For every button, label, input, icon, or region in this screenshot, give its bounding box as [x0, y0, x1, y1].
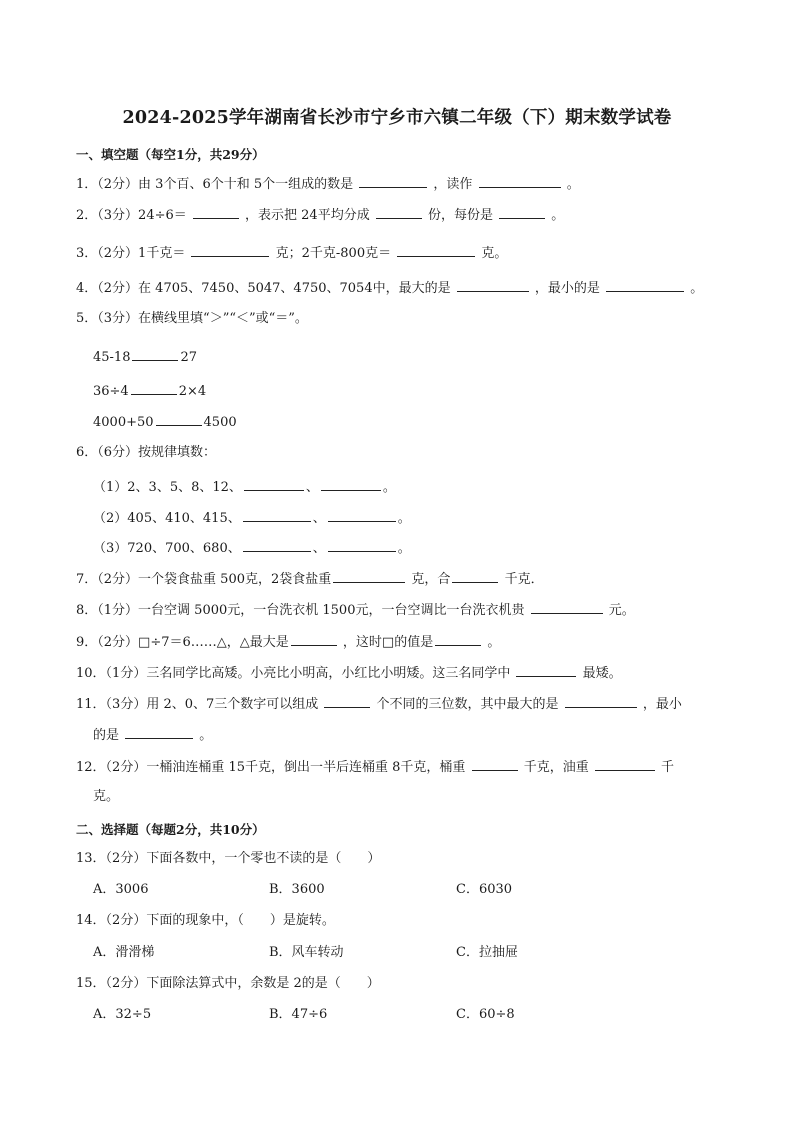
option-a[interactable]: A．滑滑梯	[93, 945, 155, 960]
separator: 、	[305, 480, 319, 495]
question-text: 1．（2分）由 3个百、6个十和 5个一组成的数是	[76, 177, 354, 192]
answer-blank[interactable]	[328, 508, 396, 522]
answer-blank[interactable]	[125, 725, 193, 739]
question-text: 4．（2分）在 4705、7450、5047、4750、7054中，最大的是	[76, 281, 451, 296]
answer-blank[interactable]	[321, 477, 381, 491]
answer-blank[interactable]	[479, 174, 561, 188]
answer-blank[interactable]	[243, 538, 311, 552]
answer-blank[interactable]	[595, 757, 655, 771]
question-text: 千克．	[504, 572, 544, 587]
sequence-text: （2）405、410、415、	[93, 511, 241, 526]
question-text: 。	[487, 635, 501, 650]
question-text: 。	[199, 728, 213, 743]
question-9	[76, 632, 500, 652]
answer-blank[interactable]	[333, 569, 405, 583]
question-text: 克。	[481, 246, 508, 261]
answer-blank[interactable]	[516, 663, 576, 677]
expression: 27	[180, 350, 198, 365]
expression: 36÷4	[93, 384, 129, 399]
pattern-row	[93, 538, 411, 558]
answer-blank[interactable]	[457, 278, 529, 292]
question-text: 。	[551, 208, 565, 223]
question-15: 15．（2分）下面除法算式中，余数是 2的是（ ）	[76, 976, 380, 991]
question-text: 千	[660, 760, 674, 775]
answer-blank[interactable]	[359, 174, 427, 188]
answer-blank[interactable]	[328, 538, 396, 552]
answer-blank[interactable]	[291, 632, 337, 646]
answer-blank[interactable]	[565, 694, 637, 708]
option-b[interactable]: B．47÷6	[269, 1007, 328, 1022]
compare-row	[93, 347, 197, 367]
answer-blank[interactable]	[397, 243, 475, 257]
sequence-text: （1）2、3、5、8、12、	[93, 480, 242, 495]
section-heading-multiple-choice: 二、选择题（每题2分，共10分）	[76, 822, 265, 837]
question-text: 9．（2分）□÷7＝6……△，△最大是	[76, 635, 289, 650]
sequence-end: 。	[382, 480, 396, 495]
question-text: 。	[690, 281, 704, 296]
question-text: 最矮。	[582, 666, 622, 681]
question-14: 14．（2分）下面的现象中，（ ）是旋转。	[76, 913, 335, 928]
question-12-cont: 克。	[93, 789, 120, 804]
question-text: ，表示把 24平均分成	[245, 208, 370, 223]
option-c[interactable]: C．6030	[456, 882, 513, 897]
answer-blank[interactable]	[435, 632, 481, 646]
expression: 45-18	[93, 350, 131, 365]
option-c[interactable]: C．60÷8	[456, 1007, 515, 1022]
question-text: 克；2千克-800克＝	[275, 246, 392, 261]
answer-blank[interactable]	[244, 477, 304, 491]
pattern-row	[93, 477, 396, 497]
option-a[interactable]: A．3006	[93, 882, 149, 897]
answer-blank[interactable]	[193, 205, 239, 219]
question-4	[76, 278, 703, 298]
question-5: 5．（3分）在横线里填“＞”“＜”或“＝”。	[76, 311, 308, 326]
question-text: 的是	[93, 728, 120, 743]
question-7	[76, 569, 544, 589]
question-text: 元。	[608, 603, 635, 618]
answer-blank[interactable]	[472, 757, 518, 771]
expression: 2×4	[178, 384, 207, 399]
answer-blank[interactable]	[452, 569, 498, 583]
section-heading-fill-blank: 一、填空题（每空1分，共29分）	[76, 147, 265, 162]
sequence-text: （3）720、700、680、	[93, 541, 241, 556]
answer-blank[interactable]	[156, 412, 202, 426]
question-text: ，读作	[433, 177, 473, 192]
answer-blank[interactable]	[191, 243, 269, 257]
question-text: 份，每份是	[428, 208, 494, 223]
answer-blank[interactable]	[499, 205, 545, 219]
separator: 、	[312, 511, 326, 526]
option-b[interactable]: B．风车转动	[269, 945, 344, 960]
option-c[interactable]: C．拉抽屉	[456, 945, 518, 960]
answer-blank[interactable]	[131, 381, 177, 395]
question-text: ，最小	[642, 697, 682, 712]
answer-blank[interactable]	[132, 347, 178, 361]
answer-blank[interactable]	[243, 508, 311, 522]
compare-row	[93, 381, 206, 401]
question-3	[76, 243, 507, 263]
question-1	[76, 174, 580, 194]
option-b[interactable]: B．3600	[269, 882, 325, 897]
question-text: 3．（2分）1千克＝	[76, 246, 186, 261]
option-a[interactable]: A．32÷5	[93, 1007, 152, 1022]
question-text: 千克，油重	[523, 760, 589, 775]
expression: 4000+50	[93, 415, 154, 430]
question-text: 8．（1分）一台空调 5000元，一台洗衣机 1500元，一台空调比一台洗衣机贵	[76, 603, 525, 618]
sequence-end: 。	[397, 511, 411, 526]
answer-blank[interactable]	[606, 278, 684, 292]
question-text: 。	[566, 177, 580, 192]
question-11	[76, 694, 682, 714]
question-text: 10．（1分）三名同学比高矮。小亮比小明高，小红比小明矮。这三名同学中	[76, 666, 511, 681]
question-text: 11．（3分）用 2、0、7三个数字可以组成	[76, 697, 319, 712]
question-8	[76, 600, 635, 620]
question-13: 13．（2分）下面各数中，一个零也不读的是（ ）	[76, 851, 381, 866]
sequence-end: 。	[397, 541, 411, 556]
question-6: 6．（6分）按规律填数：	[76, 445, 217, 460]
separator: 、	[312, 541, 326, 556]
answer-blank[interactable]	[531, 600, 603, 614]
answer-blank[interactable]	[324, 694, 370, 708]
compare-row	[93, 412, 237, 432]
question-10	[76, 663, 622, 683]
question-text: ，这时□的值是	[342, 635, 434, 650]
question-text: ，最小的是	[534, 281, 600, 296]
question-text: 个不同的三位数，其中最大的是	[376, 697, 559, 712]
question-2	[76, 205, 564, 225]
question-12	[76, 757, 674, 777]
question-text: 克，合	[411, 572, 451, 587]
question-text: 2．（3分）24÷6＝	[76, 208, 187, 223]
question-text: 12．（2分）一桶油连桶重 15千克，倒出一半后连桶重 8千克，桶重	[76, 760, 466, 775]
question-11-cont	[93, 725, 212, 745]
pattern-row	[93, 508, 411, 528]
answer-blank[interactable]	[376, 205, 422, 219]
page-title: 2024-2025学年湖南省长沙市宁乡市六镇二年级（下）期末数学试卷	[122, 108, 672, 128]
expression: 4500	[203, 415, 237, 430]
question-text: 7．（2分）一个袋食盐重 500克，2袋食盐重	[76, 572, 332, 587]
